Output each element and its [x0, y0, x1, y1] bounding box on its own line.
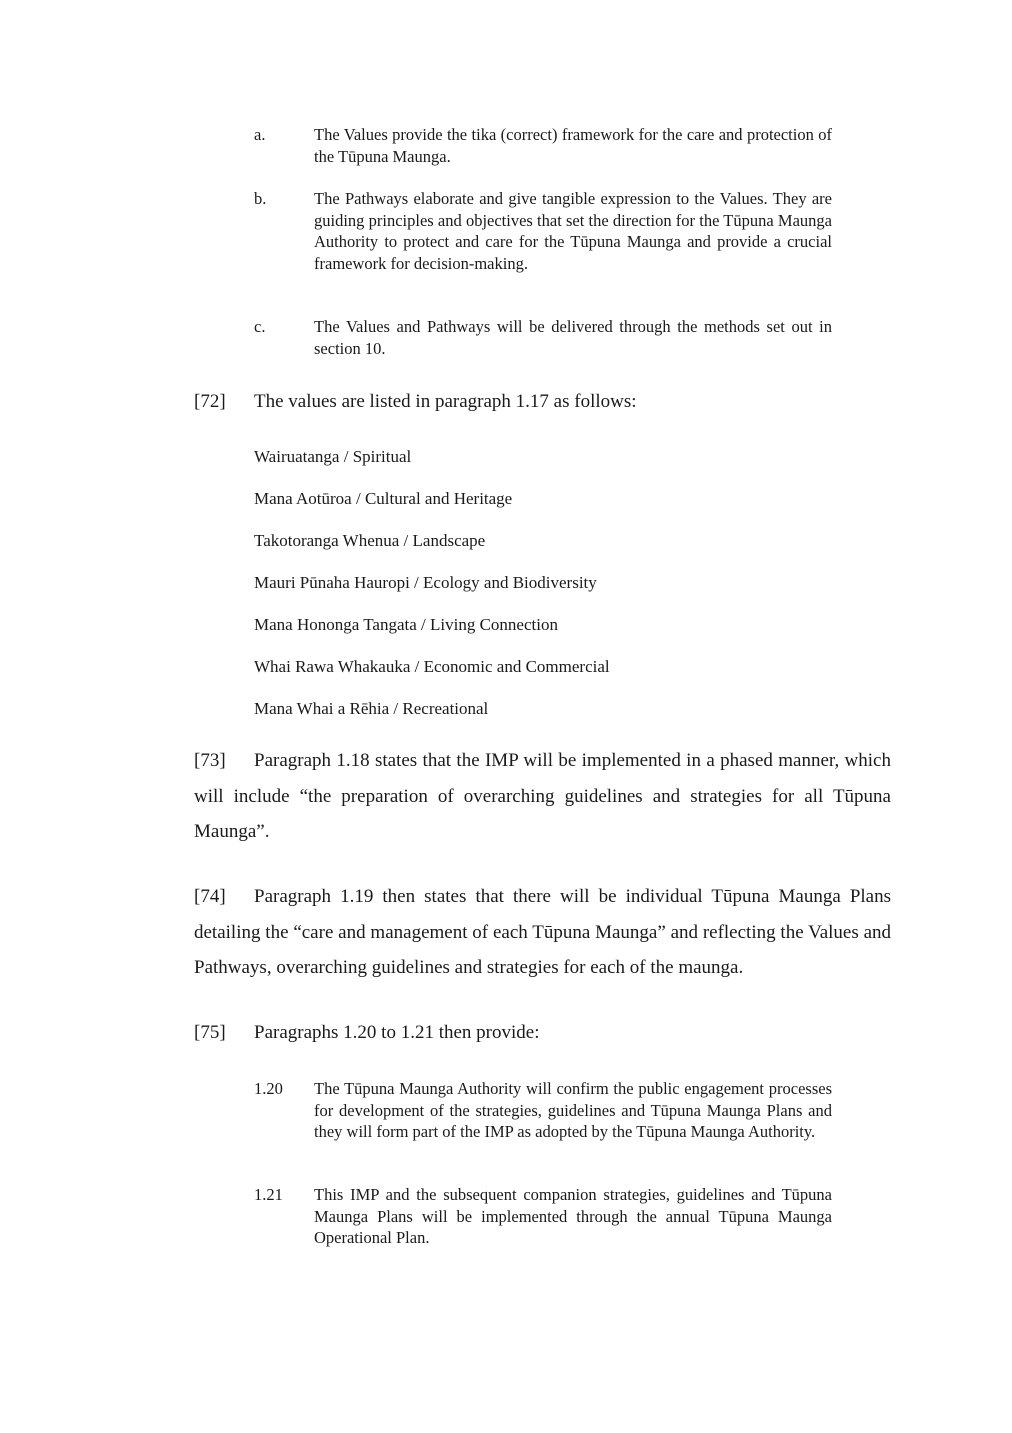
paragraph-number: [73]	[194, 750, 226, 771]
quote-item-label-a: a.	[254, 125, 266, 144]
paragraph-number: [74]	[194, 886, 226, 907]
value-item: Mana Aotūroa / Cultural and Heritage	[254, 489, 513, 508]
value-item: Mana Hononga Tangata / Living Connection	[254, 615, 558, 634]
paragraph-text: The values are listed in paragraph 1.17 as follows:	[254, 391, 637, 412]
paragraph-75	[194, 1015, 891, 1051]
quote-item-text-1-21: This IMP and the subsequent companion strategies, guidelines and Tūpuna Maunga Plans will be implemented through the annual Tūpuna Maunga Operational Plan.	[314, 1185, 832, 1247]
paragraph-73	[194, 743, 891, 850]
quote-item-text-a: The Values provide the tika (correct) framework for the care and protection of the Tūpuna Maunga.	[314, 125, 832, 166]
quote-item-text-c: The Values and Pathways will be delivered through the methods set out in section 10.	[314, 317, 832, 358]
paragraph-74	[194, 879, 891, 986]
value-item: Wairuatanga / Spiritual	[254, 447, 412, 466]
value-item: Takotoranga Whenua / Landscape	[254, 531, 486, 550]
quote-item-label-c: c.	[254, 317, 266, 336]
quote-item-label-b: b.	[254, 189, 267, 208]
value-item: Mauri Pūnaha Hauropi / Ecology and Biodiversity	[254, 573, 597, 592]
quote-item-label-1-21: 1.21	[254, 1185, 283, 1204]
value-item: Mana Whai a Rēhia / Recreational	[254, 699, 489, 718]
paragraph-text: Paragraphs 1.20 to 1.21 then provide:	[254, 1022, 540, 1043]
paragraph-72	[194, 384, 891, 420]
quote-item-label-1-20: 1.20	[254, 1079, 283, 1098]
paragraph-text: Paragraph 1.19 then states that there will be individual Tūpuna Maunga Plans detailing the “care and management of each Tūpuna Maunga” and reflecting the Values and Pathways, overarching guidelines and strategies for each of the maunga.	[194, 886, 891, 978]
paragraph-number: [75]	[194, 1022, 226, 1043]
value-item: Whai Rawa Whakauka / Economic and Commercial	[254, 657, 610, 676]
quote-item-text-1-20: The Tūpuna Maunga Authority will confirm the public engagement processes for development of the strategies, guidelines and Tūpuna Maunga Plans and they will form part of the IMP as adopted by the Tūpuna Maunga Authority.	[314, 1079, 832, 1141]
paragraph-number: [72]	[194, 391, 226, 412]
paragraph-text: Paragraph 1.18 states that the IMP will be implemented in a phased manner, which will include “the preparation of overarching guidelines and strategies for all Tūpuna Maunga”.	[194, 750, 891, 842]
quote-item-text-b: The Pathways elaborate and give tangible expression to the Values. They are guiding principles and objectives that set the direction for the Tūpuna Maunga Authority to protect and care for the Tūpuna Maunga and provide a crucial framework for decision-making.	[314, 189, 832, 273]
